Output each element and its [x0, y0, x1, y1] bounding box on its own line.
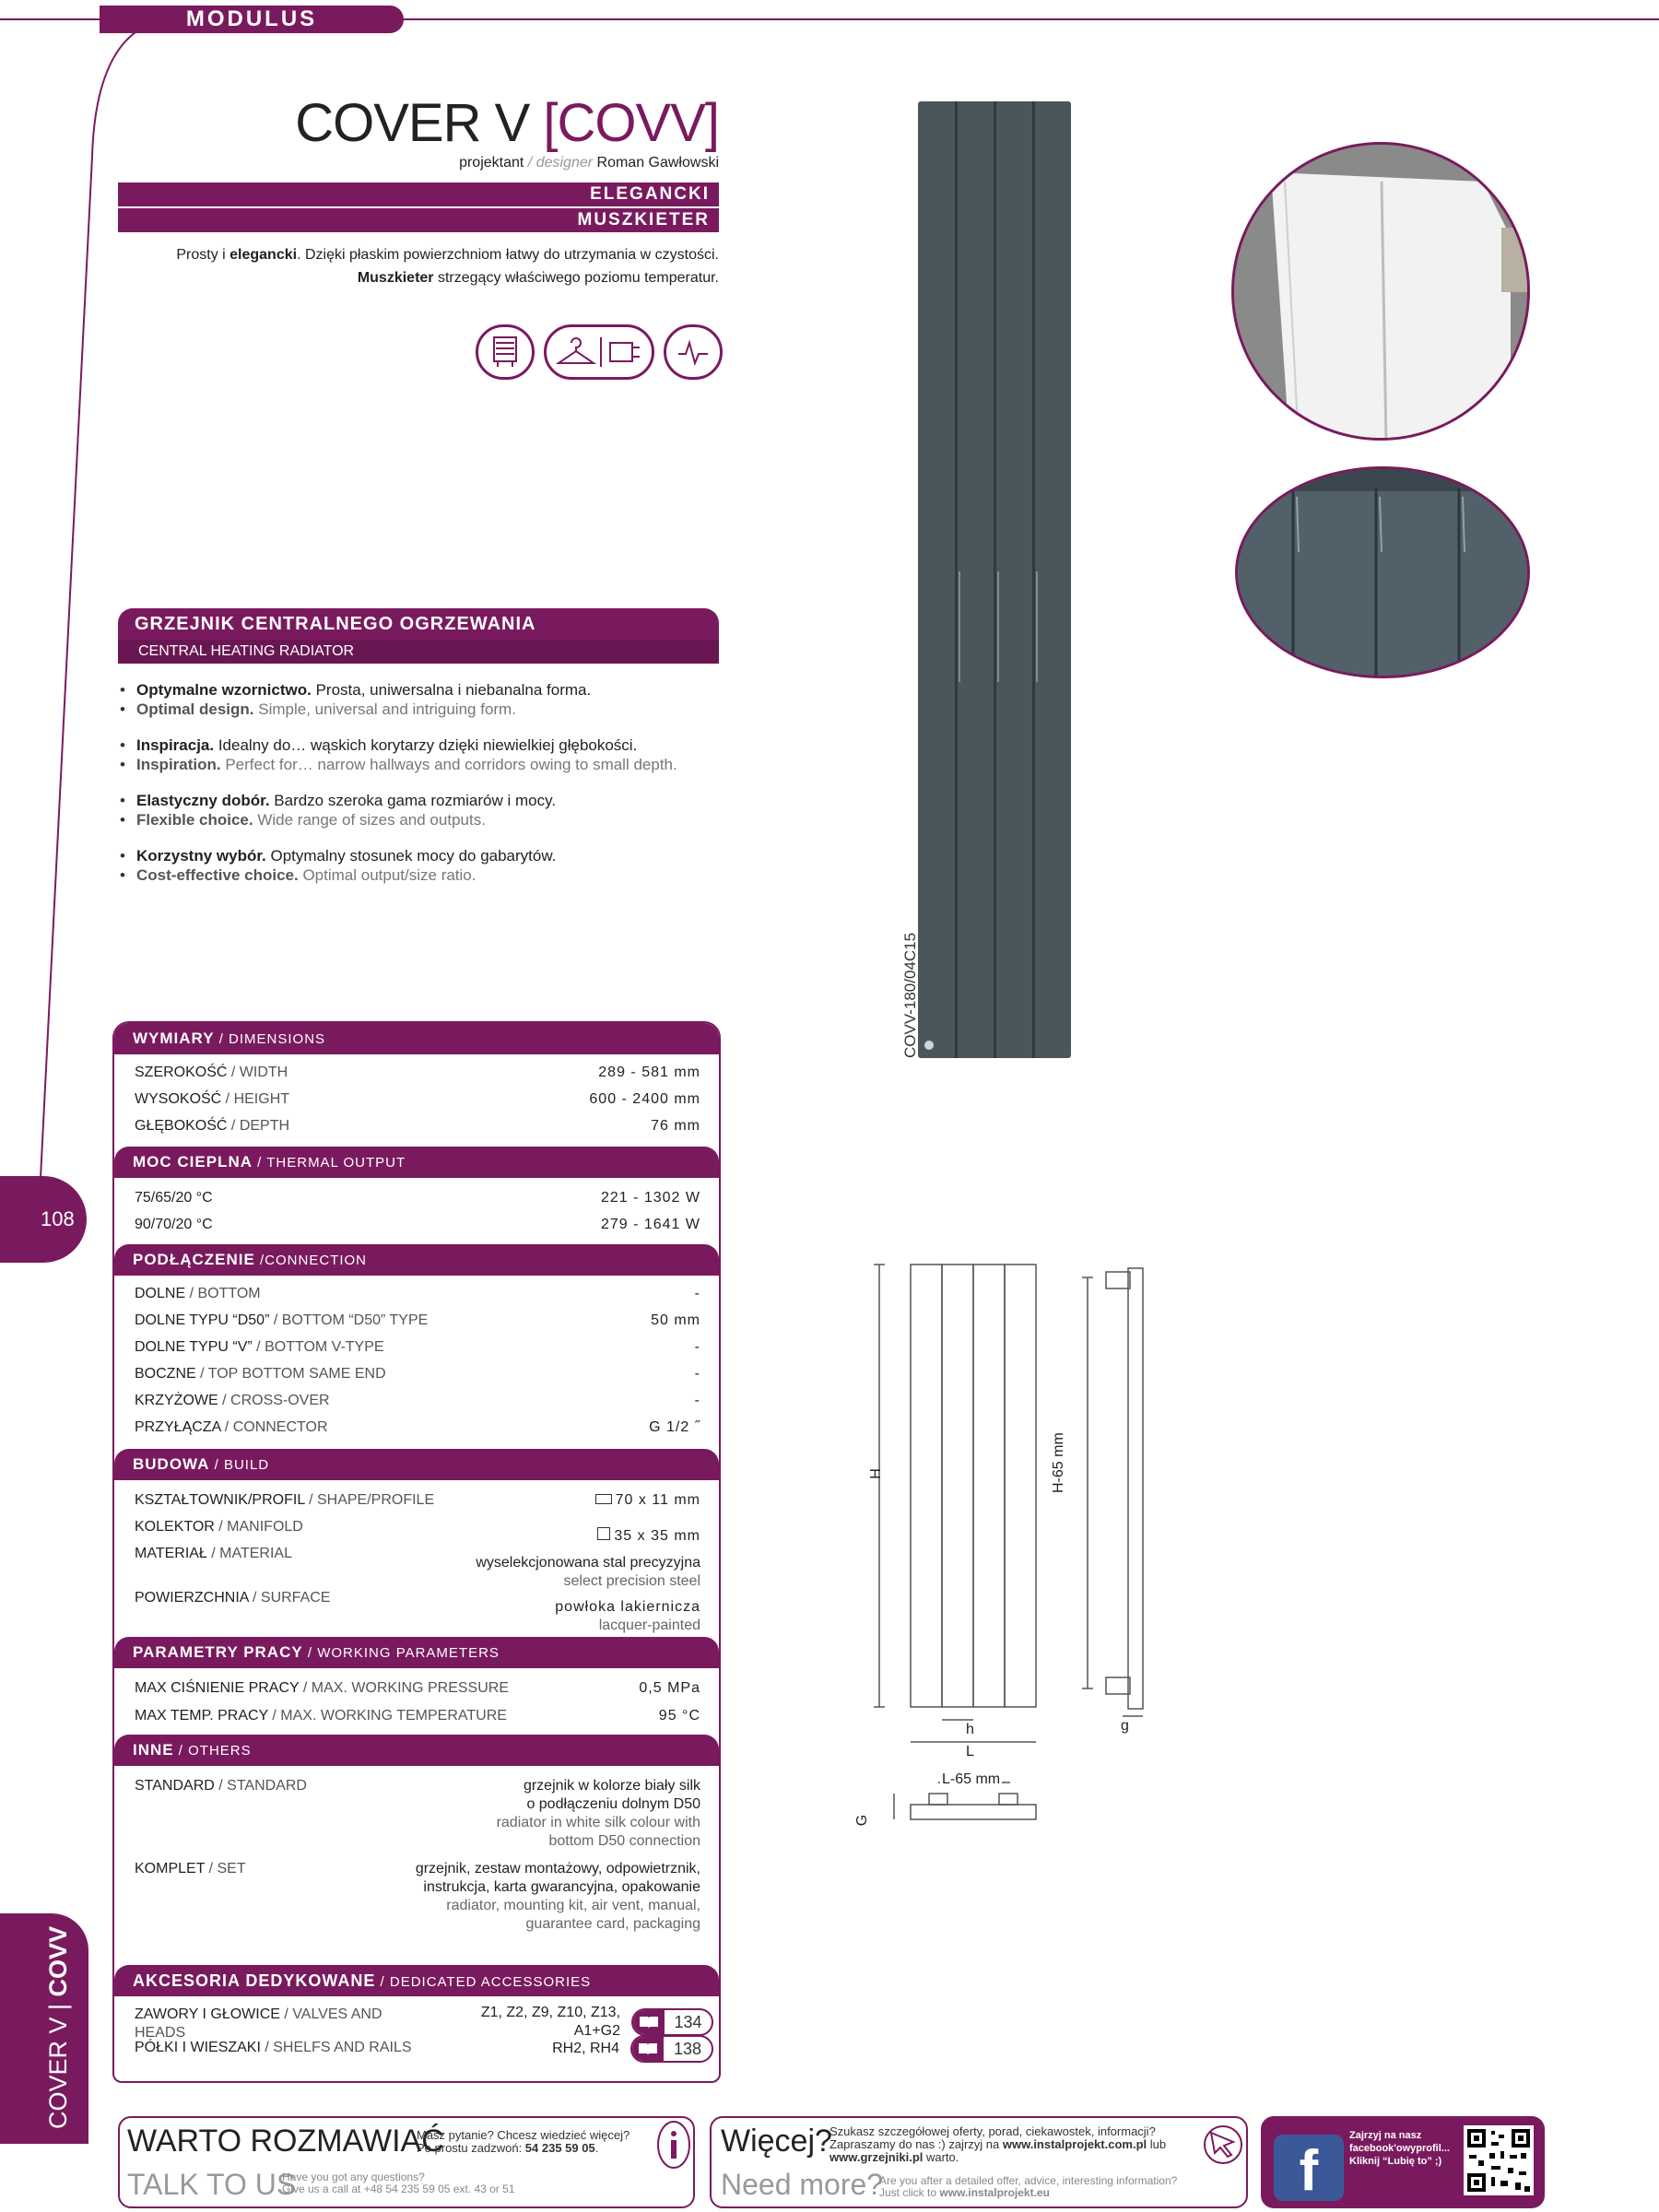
tag-musketeer: MUSZKIETER	[118, 208, 719, 232]
feature-item: • Inspiracja. Idealny do… wąskich korytarzy dzięki niewielkiej głębokości. • Inspiration. Perfect for… narrow hallways and corridors owing to small depth.	[118, 735, 726, 774]
profile-rect-icon	[595, 1494, 612, 1504]
intro-text: Prosty i elegancki. Dzięki płaskim powierzchniom łatwy do utrzymania w czystości. Muszkieter strzegący właściwego poziomu temperatur.	[176, 247, 719, 286]
dim-H: H	[867, 1468, 884, 1479]
feature-item: • Korzystny wybór. Optymalny stosunek mocy do gabarytów. • Cost-effective choice. Optimal output/size ratio.	[118, 846, 726, 885]
tag-elegant: ELEGANCKI	[118, 182, 719, 206]
heart-pulse-icon	[664, 324, 723, 380]
footer-more-text-en: Are you after a detailed offer, advice, interesting information? Just click to www.instalprojekt.eu	[879, 2174, 1178, 2199]
footer-more-title-en: Need more?	[721, 2168, 884, 2201]
section-build: BUDOWA / BUILD	[114, 1449, 719, 1480]
product-code: [COVV]	[543, 93, 719, 153]
facebook-text: Zajrzyj na nasz facebook'owyprofil... Kliknij “Lubię to” ;)	[1349, 2130, 1450, 2167]
spec-row: SZEROKOŚĆ / WIDTH 289 - 581 mm	[135, 1065, 700, 1080]
footer-talk-title-en: TALK TO US	[127, 2168, 297, 2201]
spec-row: 90/70/20 °C 279 - 1641 W	[135, 1217, 700, 1232]
link-grzejniki[interactable]: www.grzejniki.pl	[830, 2150, 924, 2164]
footer-talk-title: WARTO ROZMAWIAĆ	[127, 2124, 444, 2159]
section-connection: PODŁĄCZENIE /CONNECTION	[114, 1244, 719, 1276]
brand-tab: MODULUS	[100, 6, 404, 33]
radiator-icon	[476, 324, 535, 380]
qr-code-icon[interactable]	[1464, 2125, 1534, 2195]
spec-row: KSZTAŁTOWNIK/PROFIL / SHAPE/PROFILE 70 x 11 mm	[135, 1492, 700, 1508]
dim-H65: H-65 mm	[1051, 1432, 1066, 1493]
dim-L65: L-65 mm	[942, 1771, 1001, 1787]
link-instalprojekt-eu[interactable]: www.instalprojekt.eu	[939, 2186, 1050, 2199]
spec-row: BOCZNE / TOP BOTTOM SAME END -	[135, 1366, 700, 1382]
spec-row: POWIERZCHNIA / SURFACE powłoka lakiernicza lacquer-painted	[135, 1590, 700, 1633]
spec-row: DOLNE / BOTTOM -	[135, 1286, 700, 1301]
spec-row-set: KOMPLET / SET grzejnik, zestaw montażowy, odpowietrznik, instrukcja, karta gwarancyjna, opakowanie radiator, mounting kit, air vent, manual, guarantee card, packaging	[135, 1861, 700, 1932]
accessory-row: ZAWORY I GŁOWICE / VALVES AND HEADS Z1, Z2, Z9, Z10, Z13, A1+G2 134	[135, 2006, 713, 2042]
book-icon	[633, 2010, 665, 2034]
dim-G: G	[854, 1814, 871, 1827]
model-code: COVV-180/04C15	[901, 932, 919, 1058]
category-title: GRZEJNIK CENTRALNEGO OGRZEWANIA	[118, 608, 719, 640]
section-accessories: AKCESORIA DEDYKOWANE / DEDICATED ACCESSORIES	[114, 1965, 719, 1996]
product-title: COVER V [COVV]	[295, 93, 719, 153]
hanger-and-connection-icon	[544, 324, 654, 380]
section-others: INNE / OTHERS	[114, 1735, 719, 1766]
spec-row: DOLNE TYPU “D50” / BOTTOM “D50” TYPE 50 mm	[135, 1312, 700, 1328]
feature-icons	[455, 324, 723, 383]
dim-L: L	[966, 1744, 974, 1759]
technical-drawing	[830, 1244, 1180, 1843]
spec-row: DOLNE TYPU “V” / BOTTOM V-TYPE -	[135, 1339, 700, 1355]
spec-row: PRZYŁĄCZA / CONNECTOR G 1/2 ˝	[135, 1419, 700, 1435]
section-dimensions: WYMIARY / DIMENSIONS	[114, 1023, 719, 1054]
spec-row: MAX CIŚNIENIE PRACY / MAX. WORKING PRESSURE 0,5 MPa	[135, 1680, 700, 1696]
radiator-photo	[916, 101, 1073, 1060]
page-ref-134[interactable]: 134	[631, 2008, 713, 2036]
spec-row: 75/65/20 °C 221 - 1302 W	[135, 1190, 700, 1206]
page-number: 108	[0, 1176, 87, 1263]
spec-row-standard: STANDARD / STANDARD grzejnik w kolorze biały silk o podłączeniu dolnym D50 radiator in white silk colour with bottom D50 connection	[135, 1778, 700, 1849]
spec-row: MAX TEMP. PRACY / MAX. WORKING TEMPERATURE 95 °C	[135, 1708, 700, 1724]
section-thermal-output: MOC CIEPLNA / THERMAL OUTPUT	[114, 1147, 719, 1178]
spec-row: MATERIAŁ / MATERIAL wyselekcjonowana stal precyzyjna select precision steel	[135, 1546, 700, 1589]
dim-g: g	[1121, 1718, 1129, 1734]
link-instalprojekt[interactable]: www.instalprojekt.com.pl	[1002, 2137, 1147, 2151]
category-subtitle: CENTRAL HEATING RADIATOR	[118, 640, 719, 664]
facebook-icon[interactable]: f	[1274, 2135, 1344, 2201]
spec-row: KOLEKTOR / MANIFOLD 35 x 35 mm	[135, 1519, 700, 1544]
section-working-params: PARAMETRY PRACY / WORKING PARAMETERS	[114, 1637, 719, 1668]
footer-more-title: Więcej?	[721, 2124, 832, 2159]
feature-item: • Elastyczny dobór. Bardzo szeroka gama rozmiarów i mocy. • Flexible choice. Wide range of sizes and outputs.	[118, 791, 726, 830]
feature-list	[118, 680, 726, 885]
page-ref-138[interactable]: 138	[630, 2035, 713, 2063]
footer-talk-text: Masz pytanie? Chcesz wiedzieć więcej? Po prostu zadzwoń: 54 235 59 05.	[417, 2128, 630, 2155]
accessory-row: PÓŁKI I WIESZAKI / SHELFS AND RAILS RH2, RH4 138	[135, 2039, 713, 2063]
side-label: COVER V | COVV	[44, 1925, 72, 2129]
detail-photo-white	[1231, 142, 1530, 441]
manifold-square-icon	[597, 1527, 610, 1540]
info-icon	[656, 2120, 691, 2170]
designer-line: projektant / designer Roman Gawłowski	[459, 155, 719, 171]
book-icon	[632, 2037, 664, 2061]
footer-more-text: Szukasz szczegółowej oferty, porad, ciekawostek, informacji? Zapraszamy do nas :) zajrzyj na www.instalprojekt.com.pl lub www.grzejniki.pl warto.	[830, 2124, 1167, 2164]
cursor-icon	[1202, 2124, 1244, 2166]
feature-item: • Optymalne wzornictwo. Prosta, uniwersalna i niebanalna forma. • Optimal design. Simple, universal and intriguing form.	[118, 680, 726, 719]
detail-photo-anthracite	[1235, 466, 1530, 678]
spec-row: WYSOKOŚĆ / HEIGHT 600 - 2400 mm	[135, 1091, 700, 1107]
footer-talk-text-en: Have you got any questions? Give us a call at +48 54 235 59 05 ext. 43 or 51	[282, 2171, 515, 2195]
dim-h: h	[966, 1722, 974, 1737]
spec-row: GŁĘBOKOŚĆ / DEPTH 76 mm	[135, 1118, 700, 1134]
spec-row: KRZYŻOWE / CROSS-OVER -	[135, 1393, 700, 1408]
